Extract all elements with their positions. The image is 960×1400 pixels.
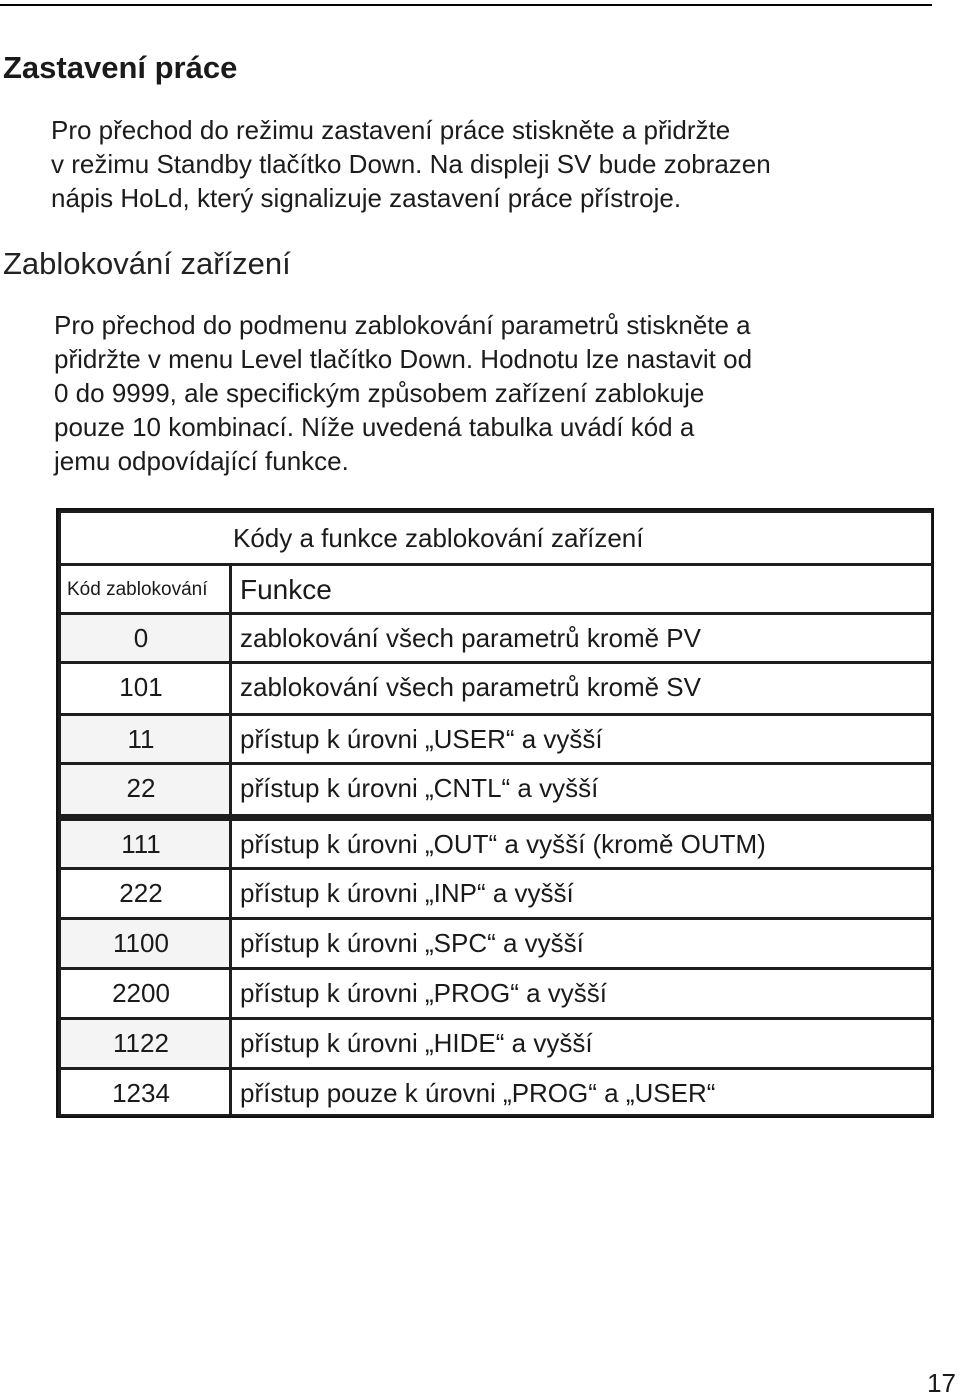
table-cell-code: 101 bbox=[61, 664, 229, 713]
table-cell-function: přístup k úrovni „SPC“ a vyšší bbox=[232, 920, 931, 967]
paragraph-line: nápis HoLd, který signalizuje zastavení práce přístroje. bbox=[51, 183, 682, 213]
table-header-function: Funkce bbox=[232, 566, 931, 612]
table-cell-code: 111 bbox=[61, 821, 229, 867]
table-cell-function: zablokování všech parametrů kromě SV bbox=[232, 664, 931, 713]
table-cell-function: přístup pouze k úrovni „PROG“ a „USER“ bbox=[232, 1070, 931, 1114]
table-cell-function: přístup k úrovni „INP“ a vyšší bbox=[232, 870, 931, 917]
table-cell-code: 11 bbox=[61, 716, 229, 762]
paragraph-line: přidržte v menu Level tlačítko Down. Hodnotu lze nastavit od bbox=[54, 344, 753, 374]
top-rule bbox=[0, 4, 932, 6]
paragraph-line: Pro přechod do režimu zastavení práce stiskněte a přidržte bbox=[51, 115, 731, 145]
table-cell-function: přístup k úrovni „HIDE“ a vyšší bbox=[232, 1020, 931, 1067]
table-cell-function: zablokování všech parametrů kromě PV bbox=[232, 615, 931, 661]
table-caption: Kódy a funkce zablokování zařízení bbox=[61, 513, 931, 563]
table-cell-code: 1122 bbox=[61, 1020, 229, 1067]
section-paragraph-device-lock bbox=[54, 308, 752, 478]
table-cell-function: přístup k úrovni „OUT“ a vyšší (kromě OUTM) bbox=[232, 821, 931, 867]
table-cell-code: 222 bbox=[61, 870, 229, 917]
table-cell-function: přístup k úrovni „CNTL“ a vyšší bbox=[232, 765, 931, 814]
table-cell-code: 2200 bbox=[61, 970, 229, 1017]
page-number: 17 bbox=[927, 1368, 956, 1398]
table-cell-function: přístup k úrovni „PROG“ a vyšší bbox=[232, 970, 931, 1017]
paragraph-line: jemu odpovídající funkce. bbox=[54, 446, 349, 476]
section-title-device-lock: Zablokování zařízení bbox=[3, 246, 291, 281]
table-cell-code: 22 bbox=[61, 765, 229, 814]
lock-codes-table bbox=[56, 508, 934, 1118]
table-cell-function: přístup k úrovni „USER“ a vyšší bbox=[232, 716, 931, 762]
paragraph-line: 0 do 9999, ale specifickým způsobem zařízení zablokuje bbox=[54, 378, 705, 408]
section-paragraph-stop-work bbox=[51, 113, 771, 215]
table-header-code: Kód zablokování bbox=[61, 566, 229, 612]
paragraph-line: pouze 10 kombinací. Níže uvedená tabulka uvádí kód a bbox=[54, 412, 695, 442]
paragraph-line: Pro přechod do podmenu zablokování parametrů stiskněte a bbox=[54, 310, 751, 340]
table-cell-code: 1100 bbox=[61, 920, 229, 967]
paragraph-line: v režimu Standby tlačítko Down. Na displeji SV bude zobrazen bbox=[51, 149, 771, 179]
table-cell-code: 0 bbox=[61, 615, 229, 661]
section-title-stop-work: Zastavení práce bbox=[3, 50, 238, 85]
table-cell-code: 1234 bbox=[61, 1070, 229, 1114]
